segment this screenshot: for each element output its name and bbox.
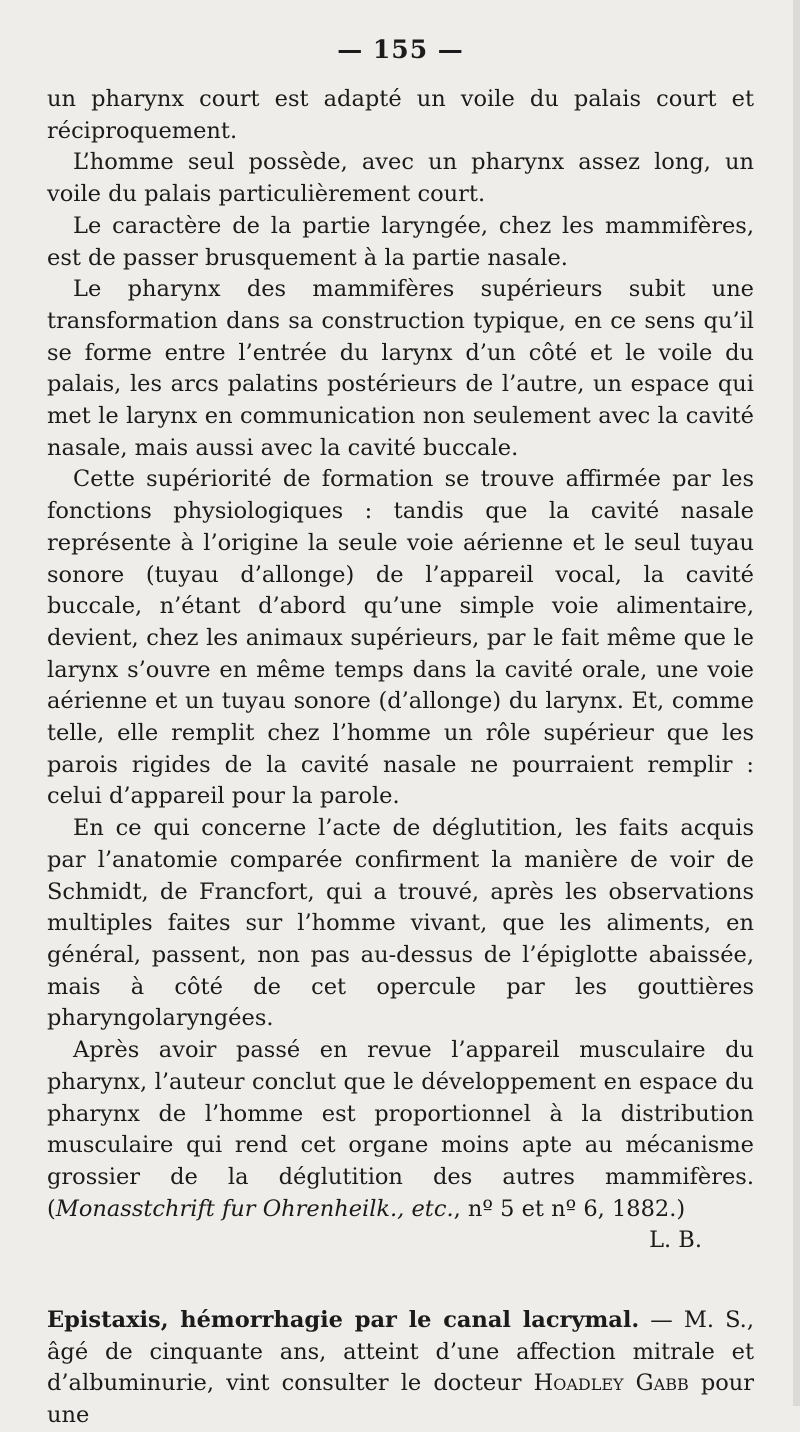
paragraph-2: L’homme seul possède, avec un pharynx assez long, un voile du palais particulièrement court. (47, 149, 754, 208)
paragraph-5: Cette supériorité de formation se trouve affirmée par les fonctions physiologiques : tandis que la cavité nasale représente à l’origine la seule voie aérienne et le seul tuyau sonore (tuyau d’allonge) de l’appareil vocal, la cavité buccale, n’étant d’abord qu’une simple voie alimentaire, devient, chez les animaux supérieurs, par le fait même que le larynx s’ouvre en même temps dans la cavité orale, une voie aérienne et un tuyau sonore (d’allonge) du larynx. Et, comme telle, elle remplit chez l’homme un rôle supérieur que les parois rigides de la cavité nasale ne pourraient remplir : celui d’appareil pour la parole. (47, 466, 754, 810)
paragraph-7 (47, 1035, 754, 1225)
author-signature: L. B. (649, 1227, 702, 1254)
paragraph-3: Le caractère de la partie laryngée, chez les mammifères, est de passer brusquement à la partie nasale. (47, 212, 754, 271)
page-body (47, 30, 754, 1432)
page-edge-shadow (793, 0, 800, 1406)
citation-issue: , nº 5 et nº 6, 1882.) (453, 1195, 686, 1222)
paragraph-6: En ce qui concerne l’acte de déglutition, les faits acquis par l’anatomie comparée confirment la manière de voir de Schmidt, de Francfort, qui a trouvé, après les observations multiples faites sur l’homme vivant, que les aliments, en général, passent, non pas au-dessus de l’épiglotte abaissée, mais à côté de cet opercule par les gouttières pharyngolaryngées. (47, 815, 754, 1032)
paragraph-4: Le pharynx des mammifères supérieurs subit une transformation dans sa construction typique, en ce sens qu’il se forme entre l’entrée du larynx d’un côté et le voile du palais, les arcs palatins postérieurs de l’autre, un espace qui met le larynx en communication non seulement avec la cavité nasale, mais aussi avec la cavité buccale. (47, 276, 754, 461)
paragraph-1: un pharynx court est adapté un voile du palais court et réciproquement. (47, 86, 754, 144)
article-tail: pour une (47, 1370, 755, 1429)
article-lead: — M. S., âgé de cinquante ans, atteint d’une affection mitrale et d’albuminurie, vint consulter le docteur (47, 1307, 754, 1397)
section-gap (47, 1257, 754, 1305)
journal-citation: Monasstchrift fur Ohrenheilk., etc. (55, 1195, 454, 1222)
doctor-name: Hoadley Gabb (533, 1370, 689, 1397)
article-title: Epistaxis, hémorrhagie par le canal lacrymal. (47, 1307, 640, 1334)
paragraph-7-text: Après avoir passé en revue l’appareil musculaire du pharynx, l’auteur conclut que le développement en espace du pharynx de l’homme est proportionnel à la distribution musculaire qui rend cet organe moins apte au mécanisme grossier de la déglutition des autres mammifères. ( (47, 1037, 754, 1222)
article-paragraph (47, 1305, 754, 1432)
page-number: — 155 — (337, 35, 464, 64)
